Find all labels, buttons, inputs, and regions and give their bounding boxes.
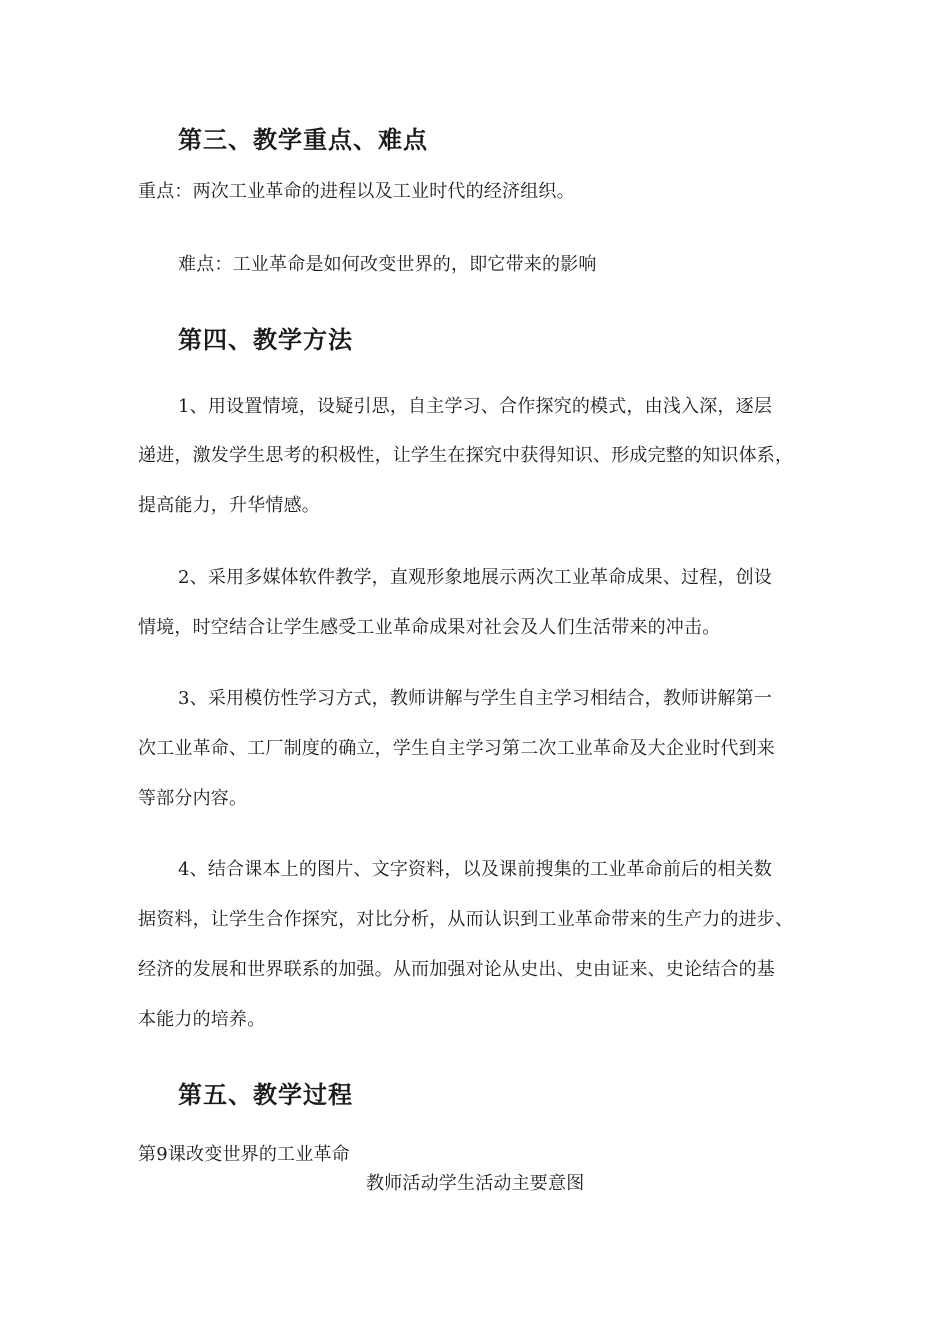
method-1-line-3: 提高能力，升华情感。 xyxy=(138,495,320,516)
table-header-row: 教师活动学生活动主要意图 xyxy=(366,1173,585,1194)
method-1-line-1: 1、用设置情境，设疑引思，自主学习、合作探究的模式，由浅入深，逐层 xyxy=(178,396,773,417)
method-1-line-2: 递进，激发学生思考的积极性，让学生在探究中获得知识、形成完整的知识体系， xyxy=(138,445,794,466)
section-5-heading: 第五、教学过程 xyxy=(178,1080,353,1109)
lesson-title: 第9课改变世界的工业革命 xyxy=(138,1144,350,1165)
method-4-line-3: 经济的发展和世界联系的加强。从而加强对论从史出、史由证来、史论结合的基 xyxy=(138,959,775,980)
difficulty-text: 难点：工业革命是如何改变世界的，即它带来的影响 xyxy=(178,254,597,275)
key-point-text: 重点：两次工业革命的进程以及工业时代的经济组织。 xyxy=(138,181,575,202)
method-4-line-2: 据资料，让学生合作探究，对比分析，从而认识到工业革命带来的生产力的进步、 xyxy=(138,909,794,930)
method-3-line-1: 3、采用模仿性学习方式，教师讲解与学生自主学习相结合，教师讲解第一 xyxy=(178,688,773,709)
section-4-heading: 第四、教学方法 xyxy=(178,325,353,354)
method-3-line-3: 等部分内容。 xyxy=(138,788,248,809)
method-2-line-2: 情境，时空结合让学生感受工业革命成果对社会及人们生活带来的冲击。 xyxy=(138,617,721,638)
method-4-line-4: 本能力的培养。 xyxy=(138,1009,266,1030)
method-2-line-1: 2、采用多媒体软件教学，直观形象地展示两次工业革命成果、过程，创设 xyxy=(178,567,773,588)
method-4-line-1: 4、结合课本上的图片、文字资料，以及课前搜集的工业革命前后的相关数 xyxy=(178,859,773,880)
method-3-line-2: 次工业革命、工厂制度的确立，学生自主学习第二次工业革命及大企业时代到来 xyxy=(138,738,775,759)
section-3-heading: 第三、教学重点、难点 xyxy=(178,125,428,154)
